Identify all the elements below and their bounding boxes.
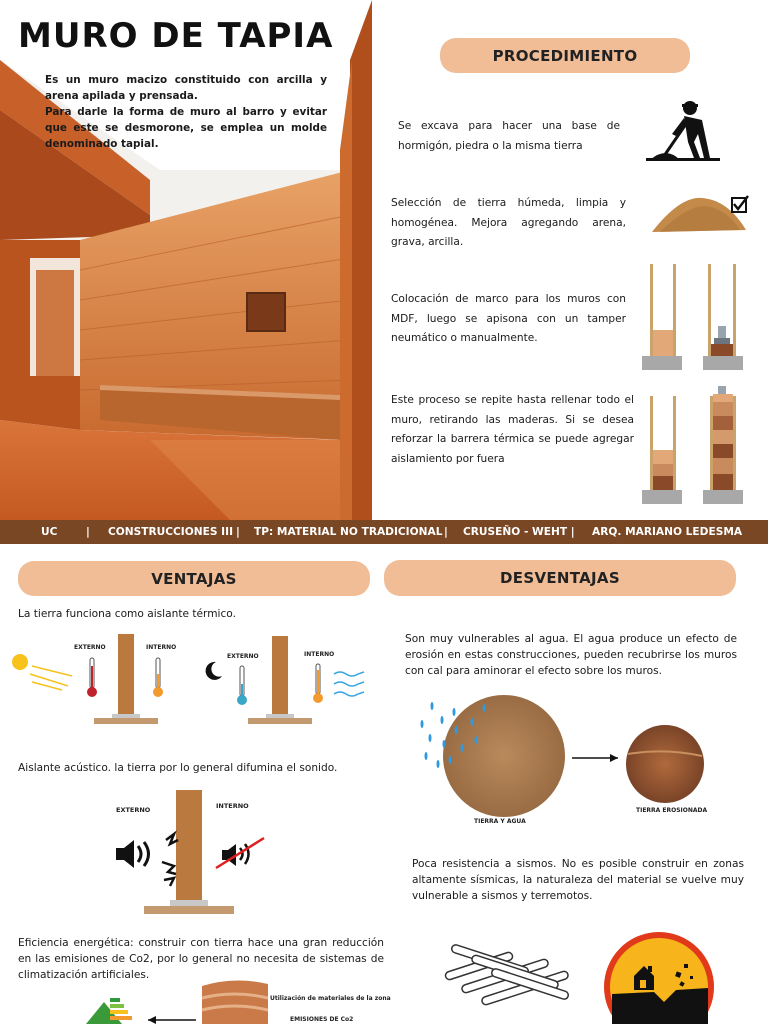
page-title: MURO DE TAPIA xyxy=(18,16,334,56)
footer-authors: CRUSEÑO - WEHT | xyxy=(463,526,575,538)
local-materials-label: Utilización de materiales de la zona xyxy=(270,995,391,1002)
soil-water-label: TIERRA Y AGUA xyxy=(474,818,526,825)
formwork-tamping-icon xyxy=(640,262,746,372)
procedure-step-1: Se excava para hacer una base de hormigón, piedra o la misma tierra xyxy=(398,120,620,152)
energy-efficiency-text: Eficiencia energética: construir con tierra hace una gran reducción en las emisiones de Co2, por lo general no necesita de sistemas de climatización artificiales. xyxy=(18,937,384,981)
rebar-mesh-icon xyxy=(440,940,580,1008)
footer-separator: | xyxy=(86,526,90,538)
thermal-night-externo: EXTERNO xyxy=(227,653,259,660)
thermal-night-diagram xyxy=(198,630,374,726)
footer-course: CONSTRUCCIONES III xyxy=(108,526,234,538)
advantages-heading: VENTAJAS xyxy=(18,561,370,596)
intro-paragraph-2: Para darle la forma de muro al barro y evitar que este se desmorone, se emplea un molde denominado tapial. xyxy=(45,106,327,150)
layered-wall-icon xyxy=(640,386,746,506)
energy-diagram xyxy=(84,976,274,1024)
thermal-night-interno: INTERNO xyxy=(304,651,335,658)
eroded-soil-label: TIERRA EROSIONADA xyxy=(636,807,708,814)
disadvantages-heading: DESVENTAJAS xyxy=(384,560,736,596)
procedure-step-3: Colocación de marco para los muros con MDF, luego se apisona con un tamper neumático o manualmente. xyxy=(391,293,626,344)
water-erosion-diagram xyxy=(414,694,714,820)
footer-bar xyxy=(0,520,768,544)
procedure-step-2: Selección de tierra húmeda, limpia y homogénea. Mejora agregando arena, grava, arcilla. xyxy=(391,197,626,248)
acoustic-interno: INTERNO xyxy=(216,802,249,810)
footer-uc: UC xyxy=(41,526,58,538)
footer-tp: TP: MATERIAL NO TRADICIONAL xyxy=(254,526,443,538)
footer-teacher: ARQ. MARIANO LEDESMA xyxy=(592,526,743,538)
footer-separator: | xyxy=(236,526,240,538)
digging-worker-icon xyxy=(644,98,722,164)
thermal-insulation-text: La tierra funciona como aislante térmico. xyxy=(18,608,236,620)
intro-paragraph-1: Es un muro macizo constituido con arcilla y arena apilada y prensada. xyxy=(45,74,327,102)
procedure-heading: PROCEDIMIENTO xyxy=(440,38,690,73)
intro-text xyxy=(45,72,327,152)
thermal-day-externo: EXTERNO xyxy=(74,644,106,651)
acoustic-externo: EXTERNO xyxy=(116,806,151,814)
co2-emissions-label: EMISIONES DE Co2 xyxy=(290,1016,354,1023)
earthquake-icon xyxy=(604,932,714,1024)
procedure-step-4: Este proceso se repite hasta rellenar todo el muro, retirando las maderas. Si se desea reforzar la barrera térmica se puede agregar aislamiento por fuera xyxy=(391,394,634,465)
acoustic-insulation-text: Aislante acústico. la tierra por lo general difumina el sonido. xyxy=(18,762,338,774)
footer-separator: | xyxy=(444,526,448,538)
thermal-day-interno: INTERNO xyxy=(146,644,177,651)
seismic-vulnerability-text: Poca resistencia a sismos. No es posible construir en zonas altamente sísmicas, la naturaleza del material se vuelve muy vulnerable a sismos y terremotos. xyxy=(412,858,744,902)
water-vulnerability-text: Son muy vulnerables al agua. El agua produce un efecto de erosión en estas construcciones, pueden recubrirse los muros con cal para aminorar el efecto sobre los muros. xyxy=(405,633,737,677)
soil-pile-icon xyxy=(650,192,750,236)
